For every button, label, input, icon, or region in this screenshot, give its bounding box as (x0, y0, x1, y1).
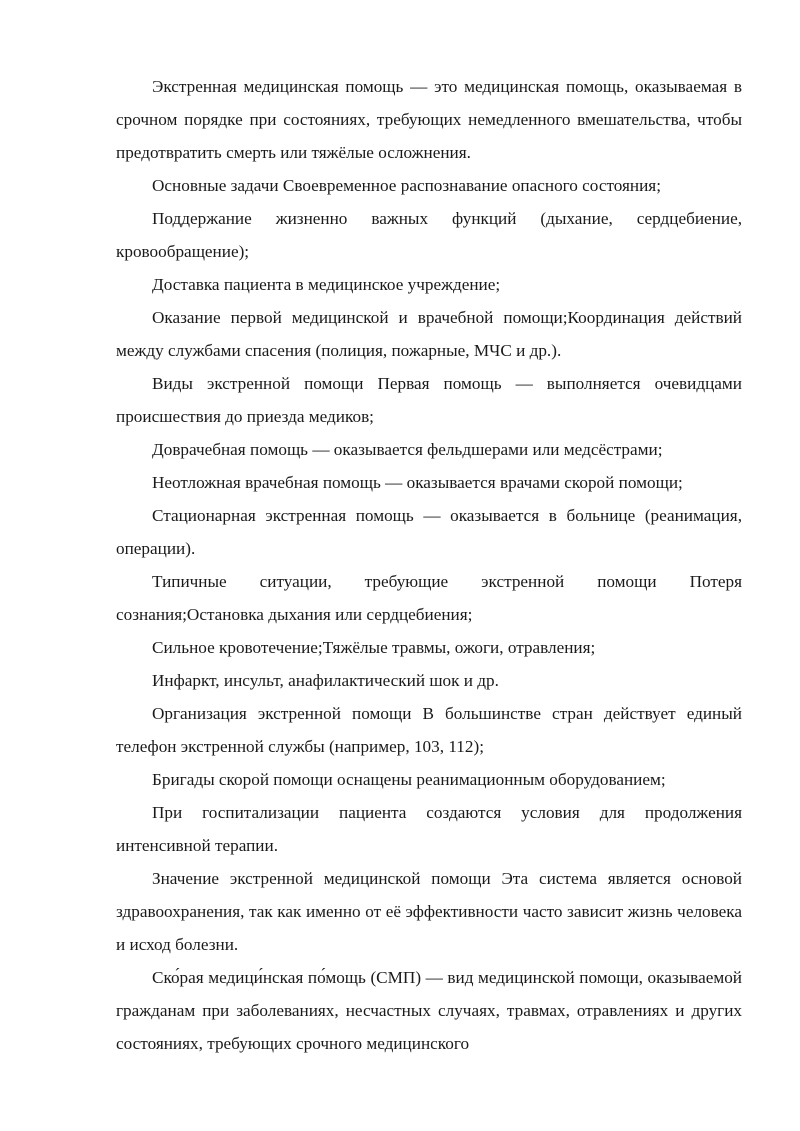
paragraph-organization: Организация экстренной помощи В большинстве стран действует единый телефон экстренной службы (например, 103, 112); (116, 704, 742, 756)
paragraph-vital-functions: Поддержание жизненно важных функций (дыхание, сердцебиение, кровообращение); (116, 209, 742, 261)
paragraph-first-aid-coordination: Оказание первой медицинской и врачебной помощи;Координация действий между службами спасения (полиция, пожарные, МЧС и др.). (116, 308, 742, 360)
paragraph-typical-situations: Типичные ситуации, требующие экстренной помощи Потеря сознания;Остановка дыхания или сердцебиения; (116, 572, 742, 624)
paragraph-definition: Экстренная медицинская помощь — это медицинская помощь, оказываемая в срочном порядке при состояниях, требующих немедленного вмешательства, чтобы предотвратить смерть или тяжёлые осложнения. (116, 77, 742, 162)
paragraph-delivery: Доставка пациента в медицинское учреждение; (152, 275, 501, 294)
paragraph-main-tasks: Основные задачи Своевременное распознавание опасного состояния; (152, 176, 661, 195)
paragraph-types-first-aid: Виды экстренной помощи Первая помощь — выполняется очевидцами происшествия до приезда медиков; (116, 374, 742, 426)
paragraph-inpatient: Стационарная экстренная помощь — оказывается в больнице (реанимация, операции). (116, 506, 742, 558)
paragraph-urgent-medical: Неотложная врачебная помощь — оказывается врачами скорой помощи; (152, 473, 683, 492)
paragraph-ambulance-teams: Бригады скорой помощи оснащены реанимационным оборудованием; (152, 770, 666, 789)
paragraph-infarction-stroke: Инфаркт, инсульт, анафилактический шок и др. (152, 671, 499, 690)
paragraph-bleeding-trauma: Сильное кровотечение;Тяжёлые травмы, ожоги, отравления; (152, 638, 596, 657)
paragraph-pre-medical: Доврачебная помощь — оказывается фельдшерами или медсёстрами; (152, 440, 663, 459)
paragraph-hospitalization: При госпитализации пациента создаются условия для продолжения интенсивной терапии. (116, 803, 742, 855)
paragraph-significance: Значение экстренной медицинской помощи Эта система является основой здравоохранения, так как именно от её эффективности часто зависит жизнь человека и исход болезни. (116, 869, 742, 954)
paragraph-emergency-care-definition: Ско́рая медици́нская по́мощь (СМП) — вид медицинской помощи, оказываемой гражданам при заболеваниях, несчастных случаях, травмах, отравлениях и других состояниях, требующих срочного медицинского (116, 968, 742, 1053)
